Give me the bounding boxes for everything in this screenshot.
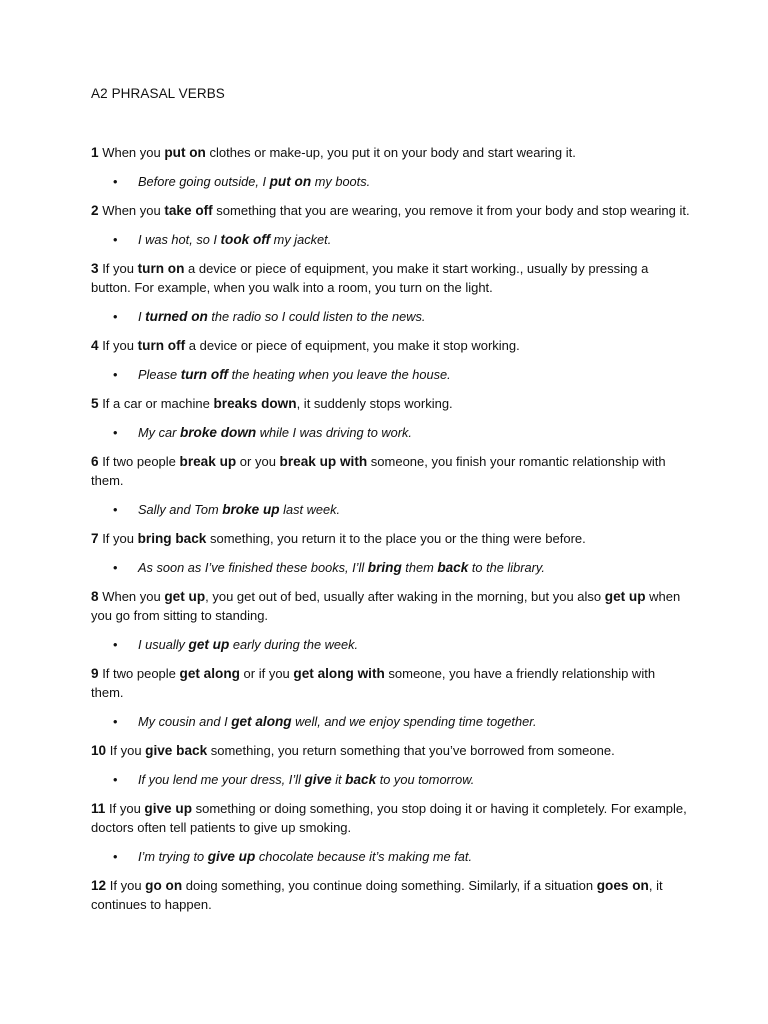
example-text: the radio so I could listen to the news. <box>207 309 426 324</box>
definition-text: a device or piece of equipment, you make it stop working. <box>185 338 520 353</box>
example-phrasal-verb: back <box>437 560 469 575</box>
definition-text: something, you return something that you’ve borrowed from someone. <box>207 743 615 758</box>
definition-text: If two people <box>102 454 180 469</box>
example-phrasal-verb: get up <box>188 637 230 652</box>
example-text: I usually <box>138 637 189 652</box>
entry-number: 11 <box>91 801 106 816</box>
definition-text: When you <box>102 203 165 218</box>
definition-text: , it continues to happen. <box>91 878 663 912</box>
definition-phrasal-verb: get up <box>604 589 646 604</box>
definition-paragraph <box>91 799 691 837</box>
definition-phrasal-verb: turn on <box>137 261 185 276</box>
example-bullet-item <box>91 365 691 384</box>
definition-phrasal-verb: go on <box>145 878 183 893</box>
definition-phrasal-verb: break up with <box>279 454 368 469</box>
example-phrasal-verb: broke up <box>222 502 280 517</box>
definition-text: clothes or make-up, you put it on your body and start wearing it. <box>205 145 576 160</box>
definition-phrasal-verb: turn off <box>137 338 186 353</box>
example-phrasal-verb: back <box>345 772 377 787</box>
example-bullet-item <box>91 230 691 249</box>
definition-paragraph <box>91 876 691 914</box>
entry-number: 6 <box>91 454 99 469</box>
example-bullet-item <box>91 500 691 519</box>
example-phrasal-verb: bring <box>367 560 402 575</box>
entry-number: 3 <box>91 261 99 276</box>
definition-text: When you <box>102 145 165 160</box>
bullet-icon: • <box>113 714 118 729</box>
definition-text: , it suddenly stops working. <box>296 396 453 411</box>
entry-number: 2 <box>91 203 99 218</box>
definition-text: something, you return it to the place you or the thing were before. <box>206 531 586 546</box>
definition-paragraph <box>91 741 691 760</box>
definition-text: If you <box>109 878 146 893</box>
example-bullet-item <box>91 423 691 442</box>
example-text: to the library. <box>468 560 545 575</box>
example-bullet-item <box>91 847 691 866</box>
definition-text: something that you are wearing, you remove it from your body and stop wearing it. <box>212 203 690 218</box>
definition-text: If you <box>102 261 138 276</box>
definition-paragraph <box>91 394 691 413</box>
definition-text: If you <box>109 743 146 758</box>
definition-text: If you <box>102 338 138 353</box>
example-text: while I was driving to work. <box>256 425 412 440</box>
example-text: to you tomorrow. <box>376 772 475 787</box>
definition-text: , you get out of bed, usually after waking in the morning, but you also <box>205 589 605 604</box>
definition-text: If two people <box>102 666 180 681</box>
definition-phrasal-verb: goes on <box>596 878 649 893</box>
definition-text: When you <box>102 589 165 604</box>
example-phrasal-verb: broke down <box>179 425 257 440</box>
bullet-icon: • <box>113 849 118 864</box>
entry-number: 8 <box>91 589 99 604</box>
entry-number: 4 <box>91 338 99 353</box>
example-bullet-item <box>91 712 691 731</box>
entry-number: 10 <box>91 743 107 758</box>
example-text: If you lend me your dress, I’ll <box>138 772 305 787</box>
definition-text: or you <box>236 454 280 469</box>
bullet-icon: • <box>113 309 118 324</box>
definition-phrasal-verb: get along with <box>293 666 385 681</box>
example-text: it <box>331 772 346 787</box>
example-text: I’m trying to <box>138 849 208 864</box>
bullet-icon: • <box>113 772 118 787</box>
example-text: last week. <box>279 502 341 517</box>
example-text: the heating when you leave the house. <box>228 367 451 382</box>
example-text: Sally and Tom <box>138 502 223 517</box>
example-text: I was hot, so I <box>138 232 221 247</box>
entry-number: 5 <box>91 396 99 411</box>
bullet-icon: • <box>113 367 118 382</box>
definition-text: a device or piece of equipment, you make it start working., usually by pressing a button. For example, when you walk into a room, you turn on the light. <box>91 261 649 295</box>
definition-phrasal-verb: take off <box>164 203 213 218</box>
example-bullet-item <box>91 770 691 789</box>
definition-text: doing something, you continue doing something. Similarly, if a situation <box>182 878 597 893</box>
bullet-icon: • <box>113 174 118 189</box>
example-phrasal-verb: turn off <box>180 367 229 382</box>
definition-text: something or doing something, you stop doing it or having it completely. For example, doctors often tell patients to give up smoking. <box>91 801 687 835</box>
definition-paragraph <box>91 587 691 625</box>
example-text: early during the week. <box>229 637 359 652</box>
example-phrasal-verb: turned on <box>145 309 208 324</box>
definition-paragraph <box>91 336 691 355</box>
definition-text: when you go from sitting to standing. <box>91 589 681 623</box>
definition-paragraph <box>91 529 691 548</box>
definition-paragraph <box>91 201 691 220</box>
definition-text: If you <box>109 801 145 816</box>
example-text: I <box>138 309 146 324</box>
example-bullet-item <box>91 635 691 654</box>
example-text: My cousin and I <box>138 714 232 729</box>
definition-paragraph <box>91 664 691 702</box>
entry-number: 9 <box>91 666 99 681</box>
definition-text: If a car or machine <box>102 396 214 411</box>
definition-text: If you <box>102 531 138 546</box>
definition-phrasal-verb: get along <box>179 666 240 681</box>
definition-text: someone, you have a friendly relationship with them. <box>91 666 656 700</box>
entry-number: 7 <box>91 531 99 546</box>
definition-phrasal-verb: break up <box>179 454 237 469</box>
example-text: Before going outside, I <box>138 174 270 189</box>
example-phrasal-verb: give up <box>207 849 256 864</box>
example-text: well, and we enjoy spending time together. <box>291 714 537 729</box>
page-title: A2 PHRASAL VERBS <box>91 86 225 101</box>
entry-list <box>91 143 691 924</box>
definition-paragraph <box>91 143 691 162</box>
example-bullet-item <box>91 558 691 577</box>
definition-phrasal-verb: bring back <box>137 531 207 546</box>
example-text: As soon as I’ve finished these books, I’ll <box>138 560 368 575</box>
example-phrasal-verb: took off <box>220 232 271 247</box>
definition-phrasal-verb: put on <box>164 145 206 160</box>
example-text: them <box>401 560 438 575</box>
definition-phrasal-verb: breaks down <box>213 396 297 411</box>
example-text: my jacket. <box>270 232 332 247</box>
example-text: Please <box>138 367 181 382</box>
example-text: chocolate because it’s making me fat. <box>255 849 473 864</box>
example-text: my boots. <box>311 174 371 189</box>
bullet-icon: • <box>113 425 118 440</box>
example-text: My car <box>138 425 180 440</box>
definition-text: someone, you finish your romantic relationship with them. <box>91 454 666 488</box>
definition-paragraph <box>91 452 691 490</box>
entry-number: 1 <box>91 145 99 160</box>
definition-text: or if you <box>239 666 294 681</box>
example-phrasal-verb: get along <box>231 714 292 729</box>
entry-number: 12 <box>91 878 107 893</box>
definition-phrasal-verb: give up <box>144 801 193 816</box>
definition-paragraph <box>91 259 691 297</box>
bullet-icon: • <box>113 637 118 652</box>
example-bullet-item <box>91 172 691 191</box>
example-phrasal-verb: put on <box>269 174 312 189</box>
example-phrasal-verb: give <box>304 772 332 787</box>
example-bullet-item <box>91 307 691 326</box>
definition-phrasal-verb: get up <box>164 589 206 604</box>
definition-phrasal-verb: give back <box>145 743 208 758</box>
bullet-icon: • <box>113 232 118 247</box>
bullet-icon: • <box>113 560 118 575</box>
bullet-icon: • <box>113 502 118 517</box>
